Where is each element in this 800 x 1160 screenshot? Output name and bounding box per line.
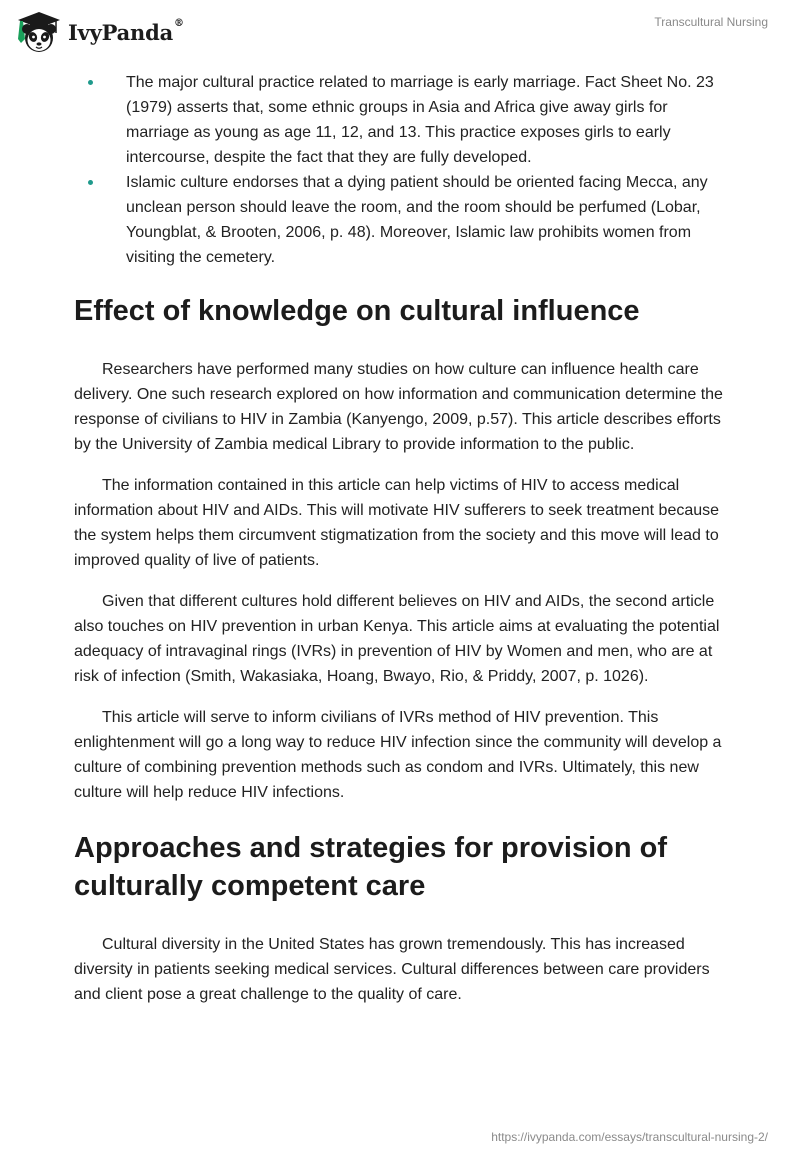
page-header (0, 0, 800, 60)
list-item (74, 70, 734, 170)
bullet-list (74, 70, 734, 270)
section-heading: Effect of knowledge on cultural influence (74, 295, 640, 327)
paragraph: Cultural diversity in the United States has grown tremendously. This has increased diversity in patients seeking medical services. Cultural differences between care providers and client pose a great challenge to the quality of care. (74, 936, 710, 1003)
section-heading: Approaches and strategies for provision of culturally competent care (74, 832, 667, 902)
document-title: Transcultural Nursing (654, 15, 768, 29)
bullet-icon (88, 180, 93, 185)
list-item-text: The major cultural practice related to marriage is early marriage. Fact Sheet No. 23 (1979) asserts that, some ethnic groups in Asia and Africa give away girls for marriage as young as age 11, 12, and 13. This practice exposes girls to early intercourse, despite the fact that they are fully developed. (126, 74, 714, 166)
panda-graduate-icon (16, 9, 62, 55)
brand-name: IvyPanda® (68, 17, 184, 45)
paragraph: The information contained in this article can help victims of HIV to access medical information about HIV and AIDs. This will motivate HIV sufferers to seek treatment because the system helps them circumvent stigmatization from the society and this move will lead to improved quality of live of patients. (74, 477, 720, 569)
paragraph: Given that different cultures hold different believes on HIV and AIDs, the second article also touches on HIV prevention in urban Kenya. This article aims at evaluating the potential adequacy of intravaginal rings (IVRs) in prevention of HIV by Women and men, who are at risk of infection (Smith, Wakasiaka, Hoang, Bwayo, Rio, & Priddy, 2007, p. 1026). (74, 593, 720, 685)
paragraph: Researchers have performed many studies on how culture can influence health care delivery. One such research explored on how information and communication determine the response of civilians to HIV in Zambia (Kanyengo, 2009, p.57). This article describes efforts by the University of Zambia medical Library to provide information to the public. (74, 361, 723, 453)
ivypanda-logo[interactable] (16, 9, 184, 55)
list-item-text: Islamic culture endorses that a dying patient should be oriented facing Mecca, any unclean person should leave the room, and the room should be perfumed (Lobar, Youngblat, & Brooten, 2006, p. 48). Moreover, Islamic law prohibits women from visiting the cemetery. (126, 174, 708, 266)
footer-url[interactable]: https://ivypanda.com/essays/transcultural-nursing-2/ (491, 1130, 768, 1144)
paragraph: This article will serve to inform civilians of IVRs method of HIV prevention. This enlightenment will go a long way to reduce HIV infection since the community will develop a culture of combining prevention methods such as condom and IVRs. Ultimately, this new culture will help reduce HIV infections. (74, 709, 722, 801)
bullet-icon (88, 80, 93, 85)
essay-content (74, 70, 734, 1007)
list-item (74, 170, 734, 270)
